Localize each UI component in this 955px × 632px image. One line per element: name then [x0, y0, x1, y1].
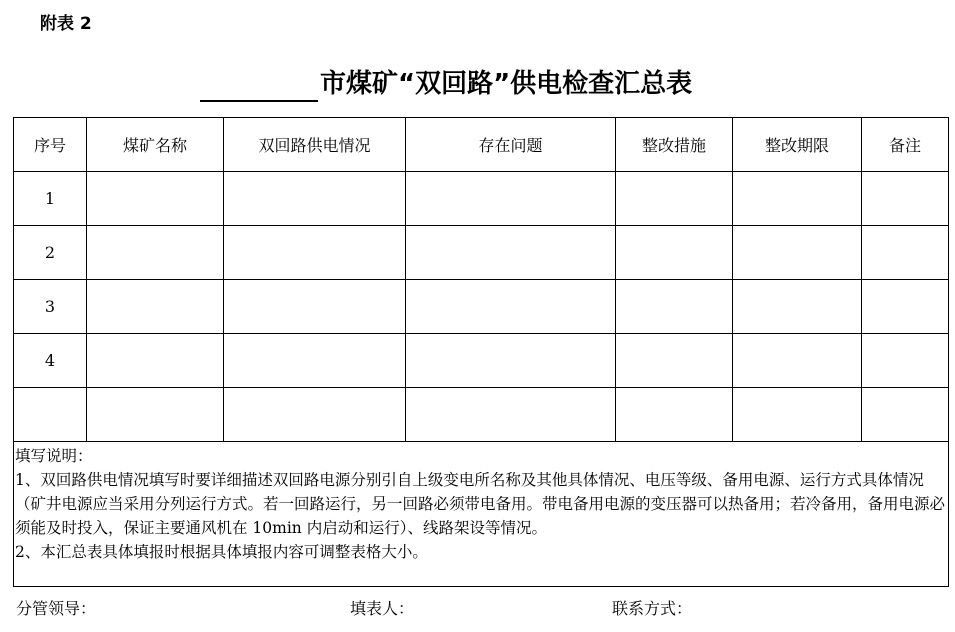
cell-mine-name[interactable] [87, 388, 224, 442]
cell-problems[interactable] [406, 172, 616, 226]
header-dual-circuit: 双回路供电情况 [224, 118, 406, 172]
cell-serial: 1 [14, 172, 87, 226]
cell-mine-name[interactable] [87, 226, 224, 280]
notes-item-2: 2、本汇总表具体填报时根据具体填报内容可调整表格大小。 [15, 543, 428, 561]
header-mine-name: 煤矿名称 [87, 118, 224, 172]
notes-heading: 填写说明： [15, 447, 93, 465]
cell-problems[interactable] [406, 280, 616, 334]
cell-remarks[interactable] [862, 334, 949, 388]
notes-item-1: 1、双回路供电情况填写时要详细描述双回路电源分别引自上级变电所名称及其他具体情况、电压等级、备用电源、运行方式具体情况（矿井电源应当采用分列运行方式。若一回路运行，另一回路必须带电备用。带电备用电源的变压器可以热备用；若冷备用，备用电源必须能及时投入，保证主要通风机在 10min 内启动和运行）、线路架设等情况。 [15, 471, 946, 537]
header-remarks: 备注 [862, 118, 949, 172]
cell-dual-circuit[interactable] [224, 280, 406, 334]
cell-dual-circuit[interactable] [224, 172, 406, 226]
cell-measures[interactable] [616, 334, 733, 388]
cell-serial [14, 388, 87, 442]
cell-problems[interactable] [406, 334, 616, 388]
header-deadline: 整改期限 [733, 118, 862, 172]
table-row [14, 226, 949, 280]
cell-serial: 2 [14, 226, 87, 280]
notes-row [14, 442, 949, 587]
table-row [14, 334, 949, 388]
title-text: 市煤矿“双回路”供电检查汇总表 [320, 69, 693, 99]
table-row [14, 388, 949, 442]
cell-mine-name[interactable] [87, 172, 224, 226]
cell-problems[interactable] [406, 226, 616, 280]
summary-table [13, 117, 949, 587]
cell-measures[interactable] [616, 388, 733, 442]
cell-mine-name[interactable] [87, 280, 224, 334]
table-row [14, 172, 949, 226]
supervisor-label: 分管领导： [16, 599, 97, 618]
header-serial: 序号 [14, 118, 87, 172]
cell-remarks[interactable] [862, 388, 949, 442]
page-title [200, 62, 692, 102]
cell-serial: 4 [14, 334, 87, 388]
table-row [14, 280, 949, 334]
cell-remarks[interactable] [862, 280, 949, 334]
cell-measures[interactable] [616, 226, 733, 280]
cell-measures[interactable] [616, 280, 733, 334]
cell-measures[interactable] [616, 172, 733, 226]
cell-remarks[interactable] [862, 172, 949, 226]
annex-label: 附表 2 [40, 14, 92, 34]
cell-deadline[interactable] [733, 172, 862, 226]
cell-mine-name[interactable] [87, 334, 224, 388]
contact-label: 联系方式： [612, 599, 693, 618]
filling-instructions [14, 442, 949, 587]
cell-problems[interactable] [406, 388, 616, 442]
cell-remarks[interactable] [862, 226, 949, 280]
cell-dual-circuit[interactable] [224, 226, 406, 280]
cell-dual-circuit[interactable] [224, 334, 406, 388]
cell-dual-circuit[interactable] [224, 388, 406, 442]
city-name-blank[interactable] [200, 68, 318, 102]
cell-deadline[interactable] [733, 334, 862, 388]
header-measures: 整改措施 [616, 118, 733, 172]
cell-deadline[interactable] [733, 280, 862, 334]
table-header-row [14, 118, 949, 172]
filler-label: 填表人： [350, 599, 415, 618]
header-problems: 存在问题 [406, 118, 616, 172]
cell-deadline[interactable] [733, 388, 862, 442]
cell-deadline[interactable] [733, 226, 862, 280]
cell-serial: 3 [14, 280, 87, 334]
